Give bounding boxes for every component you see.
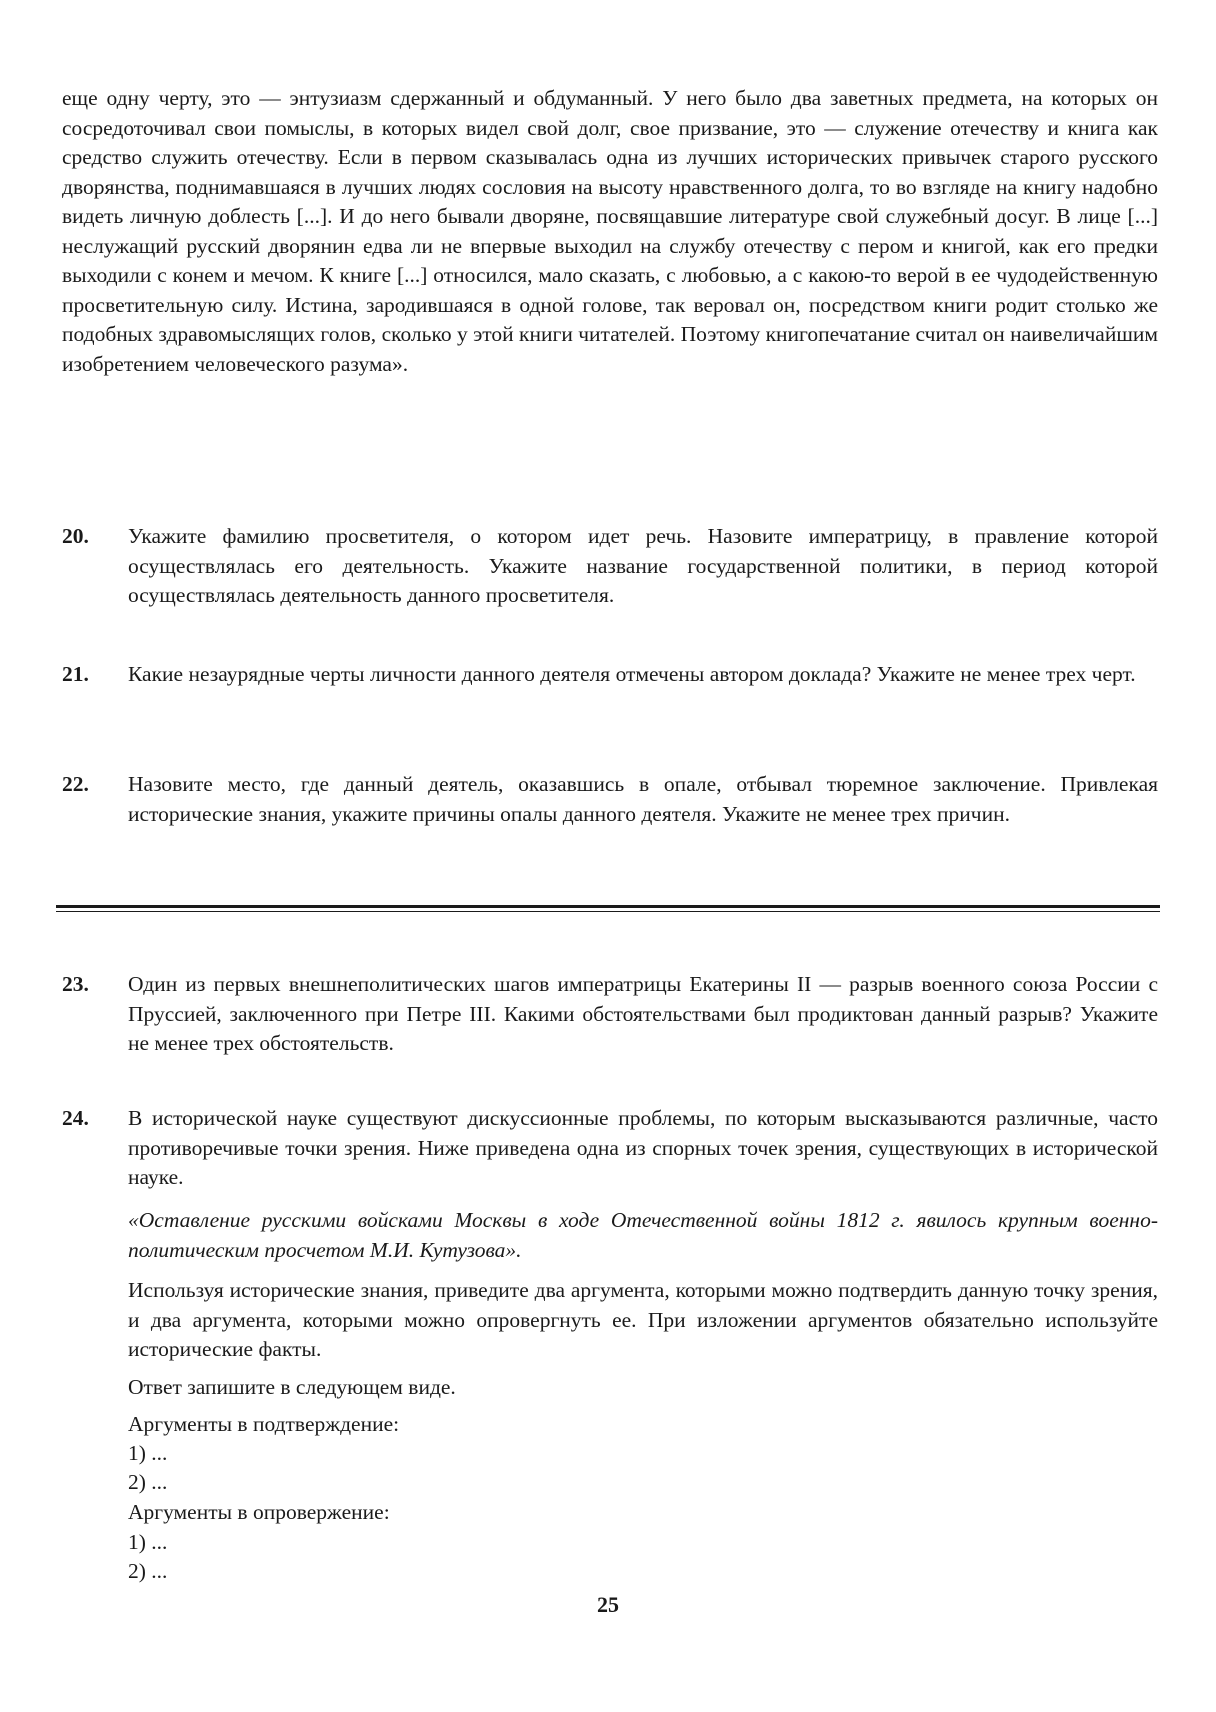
disputed-viewpoint-quote: «Оставление русскими войсками Москвы в ходе Отечественной войны 1812 г. явилось крупным военно-политическим просчетом М.И. Кутузова». [128, 1208, 1158, 1262]
answer-format-intro: Ответ запишите в следующем виде. [128, 1375, 456, 1399]
refute-argument-2: 2) ... [128, 1559, 168, 1583]
question-number: 24. [62, 1106, 89, 1130]
question-number: 23. [62, 972, 89, 996]
refute-argument-1: 1) ... [128, 1530, 168, 1554]
confirm-argument-2: 2) ... [128, 1470, 168, 1494]
refute-arguments-label: Аргументы в опровержение: [128, 1500, 390, 1524]
section-divider [56, 905, 1160, 908]
confirm-argument-1: 1) ... [128, 1441, 168, 1465]
question-number: 20. [62, 524, 89, 548]
question-text: Один из первых внешнеполитических шагов императрицы Екатерины II — разрыв военного союза России с Пруссией, заключенного при Петре III. Какими обстоятельствами был продиктован данный разрыв? Укажите не менее трех обстоятельств. [128, 972, 1158, 1055]
question-text: Укажите фамилию просветителя, о котором идет речь. Назовите императрицу, в правление которой осуществлялась его деятельность. Укажите название государственной политики, в период которой осуществлялась деятельность данного просветителя. [128, 524, 1158, 607]
question-number: 22. [62, 772, 89, 796]
intro-paragraph: еще одну черту, это — энтузиазм сдержанный и обдуманный. У него было два заветных предмета, на которых он сосредоточивал свои помыслы, в которых видел свой долг, свое призвание, это — служение отечеству и книга как средство служить отечеству. Если в первом сказывалась одна из лучших исторических привычек старого русского дворянства, поднимавшаяся в лучших людях сословия на высоту нравственного долга, то во взгляде на книгу надобно видеть личную доблесть [...]. И до него бывали дворяне, посвящавшие литературе свой служебный досуг. В лице [...] неслужащий русский дворянин едва ли не впервые выходил на службу отечеству с пером и книгой, как его предки выходили с конем и мечом. К книге [...] относился, мало сказать, с любовью, а с какою-то верой в ее чудодейственную просветительную силу. Истина, зародившаяся в одной голове, так веровал он, посредством книги родит столько же подобных здравомыслящих голов, сколько у этой книги читателей. Поэтому книгопечатание считал он наивеличайшим изобретением человеческого разума». [62, 86, 1158, 376]
question-text: В исторической науке существуют дискуссионные проблемы, по которым высказываются различные, часто противоречивые точки зрения. Ниже приведена одна из спорных точек зрения, существующих в исторической науке. [128, 1106, 1158, 1189]
question-number: 21. [62, 662, 89, 686]
question-text: Назовите место, где данный деятель, оказавшись в опале, отбывал тюремное заключение. Привлекая исторические знания, укажите причины опалы данного деятеля. Укажите не менее трех причин. [128, 772, 1158, 826]
section-divider-thin [56, 911, 1160, 912]
page-number: 25 [597, 1592, 619, 1617]
confirm-arguments-label: Аргументы в подтверждение: [128, 1412, 400, 1436]
question-text: Какие незаурядные черты личности данного деятеля отмечены автором доклада? Укажите не менее трех черт. [128, 662, 1136, 686]
question-instruction: Используя исторические знания, приведите два аргумента, которыми можно подтвердить данную точку зрения, и два аргумента, которыми можно опровергнуть ее. При изложении аргументов обязательно используйте исторические факты. [128, 1278, 1158, 1361]
